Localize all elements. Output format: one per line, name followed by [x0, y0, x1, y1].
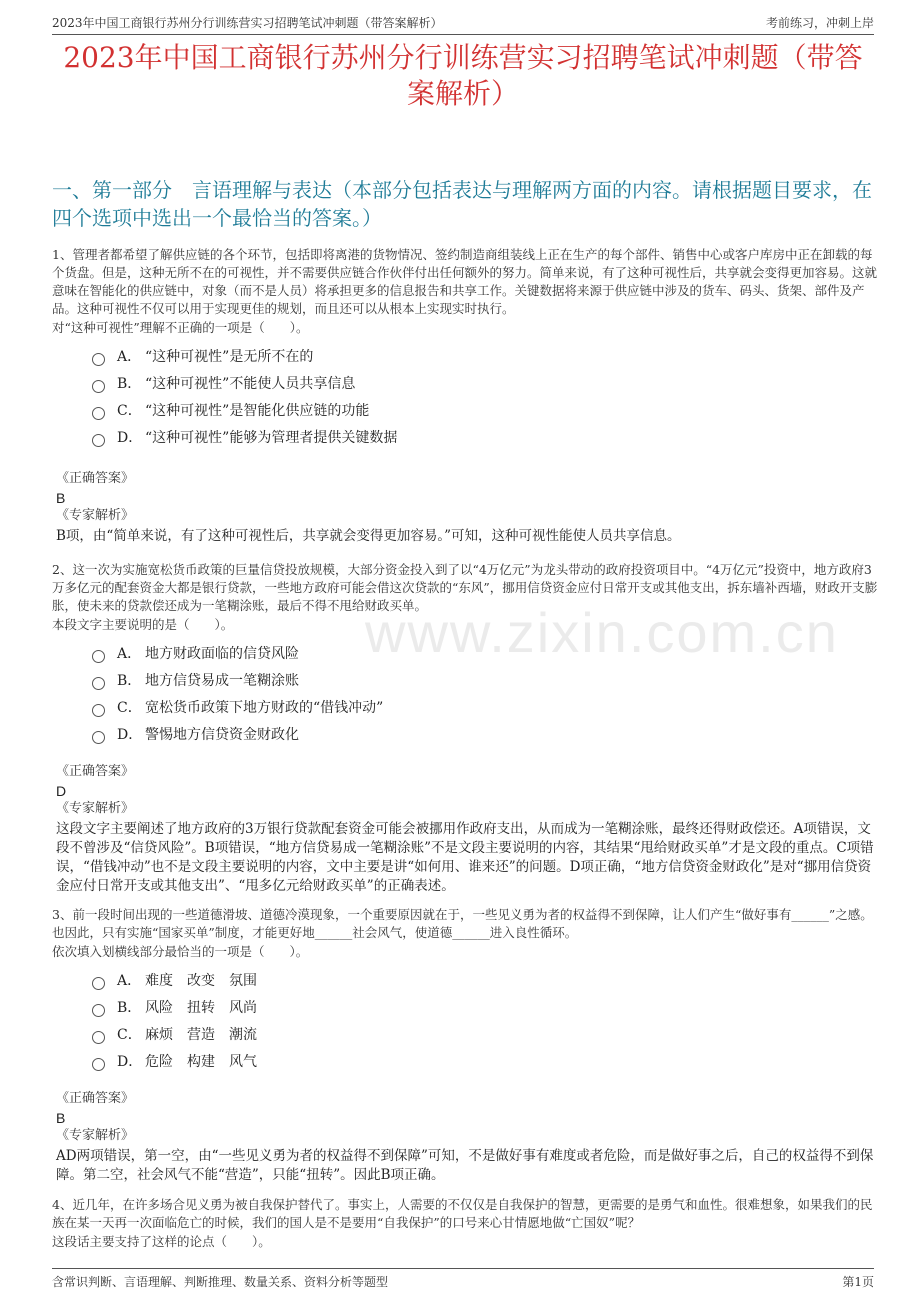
answer-value: B [56, 1110, 66, 1126]
options-list [92, 967, 880, 1075]
question-prompt: 本段文字主要说明的是（ ）。 [52, 617, 234, 632]
option-letter: A． [117, 348, 142, 365]
page-footer [52, 1268, 874, 1293]
option-letter: C． [117, 1026, 142, 1043]
analysis-text: AD两项错误，第一空，由“一些见义勇为者的权益得不到保障”可知，不是做好事有难度或者危险，而是做好事之后，自己的权益得不到保障。第二空，社会风气不能“营造”，只能“扭转”。因此B项正确。 [56, 1148, 874, 1183]
options-list [92, 343, 880, 451]
answer-label: 《正确答案》 [56, 764, 135, 779]
option-b[interactable] [92, 994, 880, 1021]
radio-button[interactable] [92, 650, 105, 663]
option-letter: A． [117, 972, 142, 989]
radio-button[interactable] [92, 677, 105, 690]
footer-left-text: 含常识判断、言语理解、判断推理、数量关系、资料分析等题型 [52, 1275, 389, 1289]
header-right-text: 考前练习，冲刺上岸 [765, 16, 874, 30]
option-text: 警惕地方信贷资金财政化 [145, 726, 299, 743]
question-4 [52, 1196, 880, 1251]
option-a[interactable] [92, 967, 880, 994]
option-letter: A． [117, 645, 142, 662]
option-d[interactable] [92, 721, 880, 748]
option-text: “这种可视性”能够为管理者提供关键数据 [145, 429, 398, 446]
answer-label: 《正确答案》 [56, 471, 135, 486]
option-text: 危险 构建 风气 [145, 1053, 257, 1070]
option-text: “这种可视性”不能使人员共享信息 [145, 375, 356, 392]
analysis-label: 《专家解析》 [56, 1128, 135, 1143]
question-3 [52, 906, 880, 1075]
option-letter: B． [117, 672, 142, 689]
radio-button[interactable] [92, 731, 105, 744]
answer-block-3 [56, 1090, 880, 1185]
option-a[interactable] [92, 343, 880, 370]
analysis-label: 《专家解析》 [56, 508, 135, 523]
page-header [52, 10, 874, 35]
radio-button[interactable] [92, 434, 105, 447]
option-c[interactable] [92, 1021, 880, 1048]
question-1 [52, 246, 880, 451]
option-c[interactable] [92, 397, 880, 424]
option-letter: C． [117, 402, 142, 419]
option-letter: D． [117, 726, 143, 743]
section-heading: 一、第一部分 言语理解与表达（本部分包括表达与理解两方面的内容。请根据题目要求，在四个选项中选出一个最恰当的答案。） [52, 178, 872, 230]
analysis-text: 这段文字主要阐述了地方政府的3万银行贷款配套资金可能会被挪用作政府支出，从而成为一笔糊涂账，最终还得财政偿还。A项错误，文段不曾涉及“信贷风险”。B项错误，“地方信贷易成一笔糊涂账”不是文段主要说明的内容，其结果“甩给财政买单”才是文段的重点。C项错误，“借钱冲动”也不是文段主要说明的内容，文中主要是讲“如何用、谁来还”的问题。D项正确，“地方信贷资金财政化”是对“挪用信贷资金应付日常开支或其他支出”、“甩多亿元给财政买单”的正确表述。 [56, 821, 874, 894]
option-text: 难度 改变 氛围 [145, 972, 257, 989]
option-d[interactable] [92, 1048, 880, 1075]
watermark: www.zixin.com.cn [365, 601, 839, 664]
option-text: 地方信贷易成一笔糊涂账 [145, 672, 299, 689]
question-stem: 4、近几年，在许多场合见义勇为被自我保护替代了。事实上，人需要的不仅仅是自我保护的智慧，更需要的是勇气和血性。很难想象，如果我们的民族在某一天再一次面临危亡的时候，我们的国人是不是要用“自我保护”的口号来心甘情愿地做“亡国奴”呢？ [52, 1197, 873, 1230]
option-a[interactable] [92, 640, 880, 667]
question-prompt: 对“这种可视性”理解不正确的一项是（ ）。 [52, 320, 309, 335]
answer-block-2 [56, 763, 880, 896]
radio-button[interactable] [92, 407, 105, 420]
option-letter: D． [117, 1053, 143, 1070]
options-list [92, 640, 880, 748]
answer-block-1 [56, 470, 880, 546]
option-text: 地方财政面临的信贷风险 [145, 645, 299, 662]
option-letter: C． [117, 699, 142, 716]
answer-value: B [56, 490, 66, 506]
question-prompt: 这段话主要支持了这样的论点（ ）。 [52, 1234, 271, 1249]
question-stem: 3、前一段时间出现的一些道德滑坡、道德冷漠现象，一个重要原因就在于，一些见义勇为者的权益得不到保障，让人们产生“做好事有______”之感。也因此，只有实施“国家买单”制度，才能更好地______社会风气，使道德______进入良性循环。 [52, 907, 873, 940]
radio-button[interactable] [92, 704, 105, 717]
option-b[interactable] [92, 370, 880, 397]
question-2 [52, 561, 880, 748]
analysis-label: 《专家解析》 [56, 801, 135, 816]
radio-button[interactable] [92, 380, 105, 393]
option-letter: B． [117, 375, 142, 392]
radio-button[interactable] [92, 1031, 105, 1044]
option-b[interactable] [92, 667, 880, 694]
answer-label: 《正确答案》 [56, 1091, 135, 1106]
document-title: 2023年中国工商银行苏州分行训练营实习招聘笔试冲刺题（带答案解析） [63, 41, 863, 110]
option-letter: D． [117, 429, 143, 446]
radio-button[interactable] [92, 353, 105, 366]
option-text: “这种可视性”是无所不在的 [145, 348, 314, 365]
answer-value: D [56, 783, 67, 799]
question-prompt: 依次填入划横线部分最恰当的一项是（ ）。 [52, 944, 309, 959]
question-stem: 2、这一次为实施宽松货币政策的巨量信贷投放规模，大部分资金投入到了以“4万亿元”为龙头带动的政府投资项目中。“4万亿元”投资中，地方政府3万多亿元的配套资金大都是银行贷款，一些地方政府可能会借这次贷款的“东风”，挪用信贷资金应付日常开支或其他支出，拆东墙补西墙，财政开支膨胀，使未来的贷款偿还成为一笔糊涂账，最后不得不甩给财政买单。 [52, 562, 878, 613]
option-text: 风险 扭转 风尚 [145, 999, 257, 1016]
option-c[interactable] [92, 694, 880, 721]
header-left-text: 2023年中国工商银行苏州分行训练营实习招聘笔试冲刺题（带答案解析） [52, 16, 443, 30]
option-d[interactable] [92, 424, 880, 451]
option-letter: B． [117, 999, 142, 1016]
option-text: “这种可视性”是智能化供应链的功能 [145, 402, 370, 419]
page-number: 第1页 [842, 1275, 874, 1289]
analysis-text: B项，由“简单来说，有了这种可视性后，共享就会变得更加容易。”可知，这种可视性能使人员共享信息。 [56, 528, 681, 544]
radio-button[interactable] [92, 1004, 105, 1017]
option-text: 麻烦 营造 潮流 [145, 1026, 257, 1043]
radio-button[interactable] [92, 977, 105, 990]
radio-button[interactable] [92, 1058, 105, 1071]
question-stem: 1、管理者都希望了解供应链的各个环节，包括即将离港的货物情况、签约制造商组装线上正在生产的每个部件、销售中心或客户库房中正在卸载的每个货盘。但是，这种无所不在的可视性，并不需要供应链合作伙伴付出任何额外的努力。简单来说，有了这种可视性后，共享就会变得更加容易。这就意味在智能化的供应链中，对象（而不是人员）将承担更多的信息报告和共享工作。关键数据将来源于供应链中涉及的货车、码头、货架、部件及产品。这种可视性不仅可以用于实现更佳的规划，而且还可以从根本上实现实时执行。 [52, 247, 878, 316]
option-text: 宽松货币政策下地方财政的“借钱冲动” [145, 699, 384, 716]
